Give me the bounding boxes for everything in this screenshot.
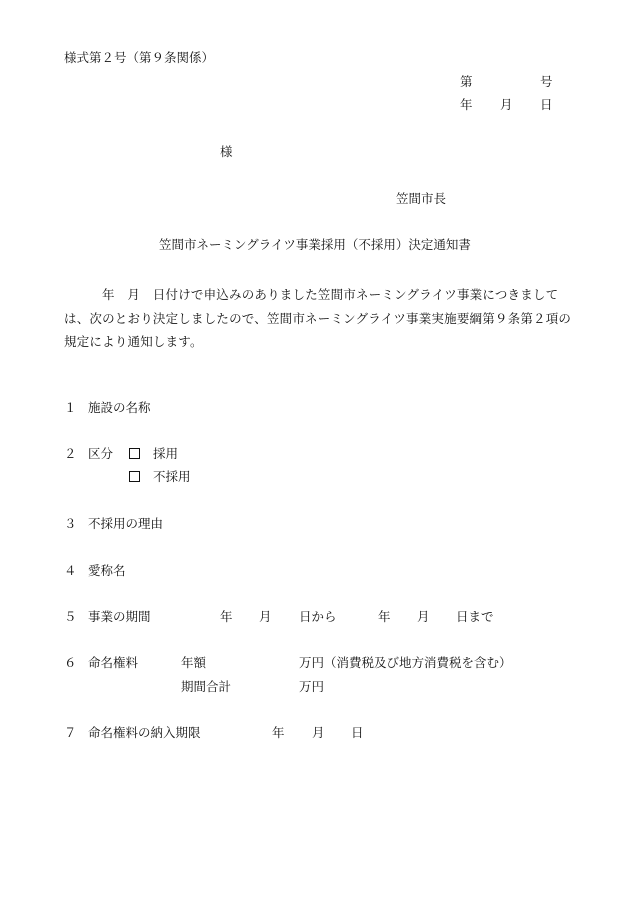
item-6-label: 命名権料 (88, 655, 139, 670)
sender: 笠間市長 (396, 191, 447, 206)
deadline-year: 年 (272, 725, 285, 740)
option-reject-label: 不採用 (153, 469, 191, 484)
deadline-day: 日 (351, 725, 364, 740)
checkbox-icon (129, 448, 140, 459)
item-7-label: 命名権料の納入期限 (88, 725, 201, 740)
period-from-month: 月 (259, 609, 272, 624)
fee-total-label: 期間合計 (181, 679, 232, 694)
item-5-number: ５ (64, 609, 77, 624)
doc-number-go: 号 (540, 74, 553, 89)
date-year: 年 (460, 97, 473, 112)
addressee: 様 (220, 144, 233, 159)
item-4-number: ４ (64, 563, 77, 578)
fee-annual-unit: 万円（消費税及び地方消費税を含む） (299, 655, 512, 670)
date-month: 月 (500, 97, 513, 112)
checkbox-adopt[interactable] (129, 448, 142, 461)
fee-total-unit: 万円 (299, 679, 325, 694)
item-3-label: 不採用の理由 (88, 516, 164, 531)
doc-number-dai: 第 (460, 74, 473, 89)
document-title: 笠間市ネーミングライツ事業採用（不採用）決定通知書 (159, 237, 471, 252)
item-2-number: ２ (64, 446, 77, 461)
period-to-year: 年 (378, 609, 391, 624)
item-6-number: ６ (64, 655, 77, 670)
item-1-number: １ (64, 400, 77, 415)
item-3-number: ３ (64, 516, 77, 531)
item-4-label: 愛称名 (88, 563, 126, 578)
option-adopt-label: 採用 (153, 446, 179, 461)
checkbox-icon (129, 471, 140, 482)
fee-annual-label: 年額 (181, 655, 207, 670)
period-to-month: 月 (417, 609, 430, 624)
item-7-number: ７ (64, 725, 77, 740)
body-text: 年 月 日付けで申込みのありました笠間市ネーミングライツ事業につきましては、次のとおり決定しましたので、笠間市ネーミングライツ事業実施要綱第９条第２項の規定により通知します。 (64, 287, 572, 349)
date-day: 日 (540, 97, 553, 112)
form-number: 様式第２号（第９条関係） (64, 50, 215, 65)
checkbox-reject[interactable] (129, 471, 142, 484)
item-2-label: 区分 (88, 446, 114, 461)
period-from-day: 日から (299, 609, 337, 624)
item-5-label: 事業の期間 (88, 609, 151, 624)
item-1-label: 施設の名称 (88, 400, 151, 415)
deadline-month: 月 (312, 725, 325, 740)
period-from-year: 年 (220, 609, 233, 624)
period-to-day: 日まで (456, 609, 494, 624)
